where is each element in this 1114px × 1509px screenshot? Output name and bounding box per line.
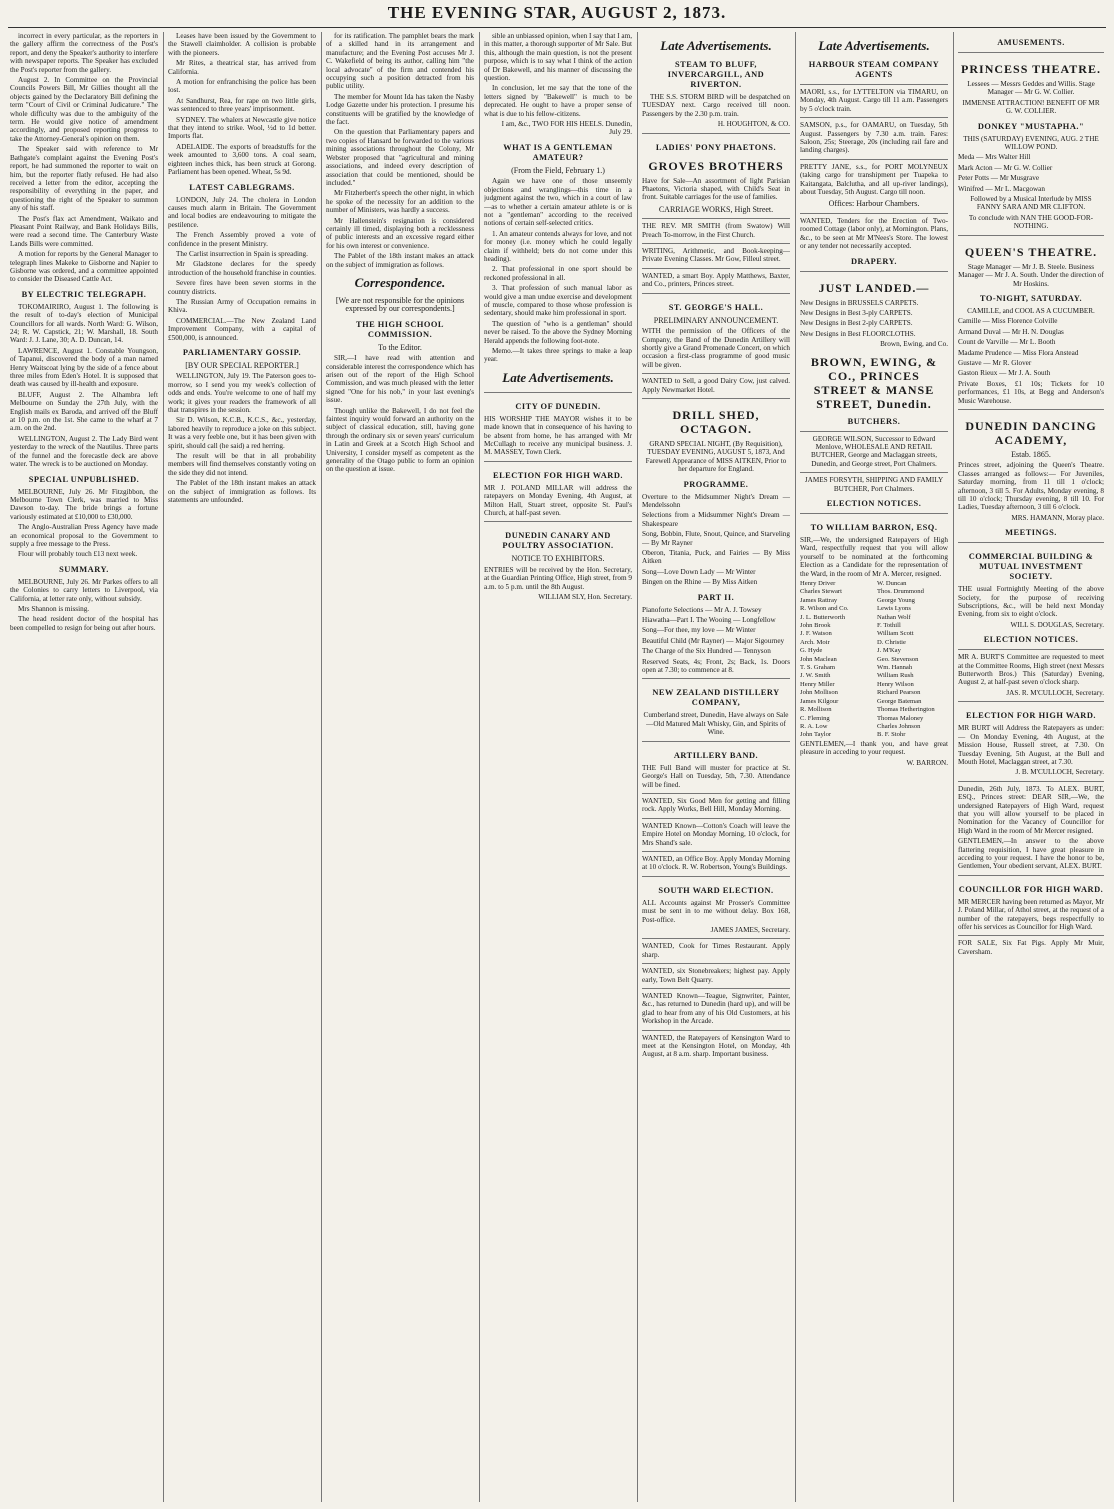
ad-subheading: PRELIMINARY ANNOUNCEMENT. [653, 315, 779, 325]
section-heading: AMUSEMENTS. [997, 38, 1065, 47]
ad-subheading: Estab. 1865. [1011, 449, 1051, 459]
signature: W. BARRON. [906, 758, 948, 767]
signatories-list [800, 580, 948, 740]
ad-text: GRAND SPECIAL NIGHT, (By Requisition), TUESDAY EVENING, AUGUST 5, 1873, And Farewell Appearance of MISS AITKEN, Prior to her departure for England. [645, 439, 787, 474]
ad-text: JAMES FORSYTH, SHIPPING AND FAMILY BUTCHER, Port Chalmers. [804, 476, 944, 493]
ad-heading: DONKEY "MUSTAPHA." [977, 121, 1085, 131]
section-heading: ELECTION NOTICES. [826, 498, 922, 508]
programme-item: Overture to the Midsummer Night's Dream — Mendelssohn [642, 492, 790, 509]
advertisement [642, 876, 790, 935]
signatory-name: R. Mollison [800, 706, 832, 714]
ad-text: WITH the permission of the Officers of the Company, the Band of the Dunedin Artillery will shortly give a Grand Promenade Concert, on which occasion a first-class programme of good music will be given. [642, 327, 790, 369]
paragraph: The head resident doctor of the hospital has been compelled to resign for being out after hours. [10, 615, 158, 632]
advertisement [800, 84, 948, 113]
paragraph: MELBOURNE, July 26. Mr Fitzgibbon, the Melbourne Town Clerk, was married to Miss Dawson to-day. The bride brings a fortune variously estimated at £10,000 to £30,000. [10, 487, 158, 521]
ad-text: MR MERCER having been returned as Mayor, Mr J. Poland Millar, of Athol street, at the request of a number of the ratepayers, begs respectfully to offer his services as Councillor for High Ward. [958, 897, 1104, 931]
paragraph: ADELAIDE. The exports of breadstuffs for the week amounted to 3,600 tons. A coal seam, eighteen inches thick, has been struck at Gorong. Parliament has been opened. Wheat, 5s 9d. [168, 142, 316, 177]
ad-text: HIS WORSHIP THE MAYOR wishes it to be made known that in consequence of his having to be absent from home, he has arranged with Mr McCullagh to receive any municipal business. J. M. MASSEY, Town Clerk. [484, 414, 632, 457]
advertisement [642, 243, 790, 264]
paragraph: Again we have one of those unseemly objections and wranglings—this time in a judgment against the two, which in a court of law—as to whether a certain amateur athlete is or is not a "gentleman" according to the received notions of certain self-selected critics. [484, 177, 632, 228]
cast-item: Gustave — Mr R. Glover [958, 358, 1032, 367]
paragraph: 2. That professional in one sport should be reckoned professional in all. [484, 265, 632, 282]
ad-heading: TO WILLIAM BARRON, ESQ. [810, 522, 938, 532]
signatory-name: Henry Driver [800, 580, 836, 587]
ad-text: To conclude with NAN THE GOOD-FOR-NOTHING. [968, 213, 1094, 231]
advertisement [642, 678, 790, 736]
ad-text: THE S.S. STORM BIRD will be despatched on TUESDAY next. Cargo received till noon. Passengers by the 2.30 p.m. train. [642, 93, 790, 118]
column-divider [163, 32, 164, 1502]
ad-text: MR J. POLAND MILLAR will address the ratepayers on Monday Evening, 4th August, at Milton Hall, Stuart street, opposite St. Paul's Church, at half-past seven. [484, 483, 632, 518]
signature: JAMES JAMES, Secretary. [710, 925, 790, 934]
paragraph: Mr Hallenstein's resignation is considered certainly ill timed, displaying both a recklessness of public interests and an excessive regard either for his own interest or convenience. [326, 216, 474, 250]
section-subheading: (From the Field, February 1.) [511, 165, 605, 175]
signatory-name: Richard Pearson [877, 689, 921, 697]
ad-text: WANTED, an Office Boy. Apply Monday Morning at 10 o'clock. R. W. Robertson, Young's Buildings. [642, 854, 790, 872]
column-1 [10, 32, 158, 1502]
paragraph: TOKOMAIRIRO, August 1. The following is the result of to-day's election of Municipal Councillors for all wards. North Ward: G. Wilson, 24; R. W. Capstick, 21; W. Marshall, 18. South Ward: J. J. Lane, 30; A. D. Duncan, 14. [10, 302, 158, 345]
signature: CARRIAGE WORKS, High Street. [658, 204, 774, 214]
paragraph: LONDON, July 24. The cholera in London causes much alarm in Britain. The Government and local bodies are endeavouring to mitigate the pestilence. [168, 195, 316, 229]
ad-text: Princes street, adjoining the Queen's Theatre. Classes arranged as follows:— For Juveniles, Saturday morning, from 11 till 1 o'clock; afternoon, 3 till 5. For Adults, Monday evening, 8 till 10 o'clock; Thursday evening, 8 till 10. For Ladies, Tuesday afternoon, 3 till 6 o'clock. [958, 461, 1104, 512]
section-heading: MEETINGS. [1005, 528, 1057, 538]
signatory-name: F. Tothill [877, 622, 901, 630]
cast-item: Mark Acton — Mr G. W. Collier [958, 163, 1053, 172]
ad-heading: TO-NIGHT, SATURDAY. [979, 293, 1083, 303]
signatory-name: R. A. Low [800, 722, 828, 730]
signatory-name: C. Fleming [800, 714, 830, 722]
signature: Brown, Ewing, and Co. [880, 340, 948, 349]
ad-text: Lessees — Messrs Geddes and Willis. Stage Manager — Mr G. W. Collier. [967, 80, 1095, 97]
ad-text: WANTED, Tenders for the Erection of Two-roomed Cottage (labor only), at Mornington. Plans, &c., to be seen at Mr M'Nees's Store. The lowest or any tender not necessarily accepted. [800, 216, 948, 251]
signatory-name: George Young [877, 596, 915, 604]
signatory-name: John Taylor [800, 731, 832, 739]
programme-item: Song—For thee, my love — Mr Winter [642, 626, 756, 635]
paragraph: The French Assembly proved a vote of confidence in the present Ministry. [168, 231, 316, 248]
section-heading: Late Advertisements. [502, 369, 614, 385]
ad-text: WANTED, Six Good Men for getting and filling rock. Apply Works, Bell Hill, Monday Morning. [642, 796, 790, 814]
ad-text: THE usual Fortnightly Meeting of the above Society, for the purpose of receiving Subscriptions, &c., will be held next Monday Evening, from six to eight o'clock. [958, 585, 1104, 619]
signatory-name: T. S. Graham [800, 664, 836, 672]
section-heading: SPECIAL UNPUBLISHED. [28, 474, 140, 484]
signatory-name: B. F. Stohr [877, 731, 906, 739]
ad-text: WANTED, six Stonebreakers; highest pay. Apply early, Town Belt Quarry. [642, 967, 790, 984]
paragraph: SIR,—I have read with attention and considerable interest the correspondence which has arisen out of the report of the High School Commission, and was much pleased with the letter signed "One for his nob," in your last evening's issue. [326, 354, 474, 405]
advertisement [642, 988, 790, 1026]
ad-title: GROVES BROTHERS [648, 158, 784, 173]
signatory-name: John Maclean [800, 655, 837, 663]
paragraph: LAWRENCE, August 1. Constable Youngson, of Tapanui, discovered the body of a man named Henry Waitscoat lying by the side of a fence about three miles from Eden's Hotel. It is supposed that death was caused by ill-health and exposure. [10, 346, 158, 389]
paragraph: incorrect in every particular, as the reporters in the gallery affirm the correctness of the Post's report, and deny the Speaker's authority to interfere with newspaper reports. The Speaker has excluded the Post's reporter from the gallery. [10, 32, 158, 74]
signatory-name: William Rush [877, 672, 914, 680]
paragraph: WELLINGTON, July 19. The Paterson goes to-morrow, so I send you my week's collection of odds and ends. You're welcome to one of half my work; it gives your readers the framework of all that transpires in the session. [168, 372, 316, 415]
ad-heading: ARTILLERY BAND. [673, 750, 759, 760]
section-subheading: [BY OUR SPECIAL REPORTER.] [185, 361, 299, 370]
advertisement [484, 461, 632, 518]
section-subheading: [We are not responsible for the opinions expressed by our correspondents.] [335, 295, 465, 314]
column-5 [642, 32, 790, 1502]
cast-item: Armand Duval — Mr H. N. Douglas [958, 327, 1064, 336]
advertisement [642, 851, 790, 872]
cast-item: Peter Potts — Mr Musgrave [958, 174, 1040, 183]
signatory-name: J. F. Watson [800, 630, 832, 638]
section-heading: THE HIGH SCHOOL COMMISSION. [355, 319, 444, 339]
ad-text: SIR,—We, the undersigned Ratepayers of High Ward, respectfully request that you will allow yourself to be nominated at the forthcoming Election as a Candidate for the representation of the Ward, in the room of Mr A. Mercer, resigned. [800, 535, 948, 578]
column-divider [795, 32, 796, 1502]
ad-text: ENTRIES will be received by the Hon. Secretary, at the Guardian Printing Office, High street, from 9 a.m. to 5 p.m. until the 8th August. [484, 565, 632, 591]
signature: MRS. HAMANN, Moray place. [1011, 513, 1104, 522]
cast-item: Count de Varville — Mr L. Booth [958, 338, 1056, 347]
signatory-name: Nathan Wolf [877, 613, 911, 621]
advertisement [800, 472, 948, 493]
signatory-name: James Kilgour [800, 697, 839, 705]
advertisement [958, 52, 1104, 231]
advertisement [958, 701, 1104, 776]
signature: I am, &c., TWO FOR HIS HEELS. Dunedin, July 29. [501, 120, 632, 137]
paragraph: Memo.—It takes three springs to make a leap year. [484, 347, 632, 364]
signatory-name: W. Duncan [877, 580, 907, 587]
ad-heading: PROGRAMME. [683, 479, 749, 489]
paragraph: COMMERCIAL.—The New Zealand Land Improvement Company, with a capital of £500,000, is announced. [168, 316, 316, 342]
ad-title: QUEEN'S THEATRE. [964, 244, 1098, 259]
ad-text: New Designs in Best 3-ply CARPETS. [800, 308, 913, 317]
paragraph: BLUFF, August 2. The Alhambra left Melbourne on Sunday the 27th July, with the English mails ex Baroda, and arrived off the Bluff at 10 p.m. on the 1st. She came to the wharf at 7 a.m. on the 2nd. [10, 390, 158, 433]
paragraph: On the question that Parliamentary papers and two copies of Hansard be forwarded to the various mining associations throughout the Colony, Mr Webster proposed that "agricultural and mining associations, and indeed every description of association that could be mentioned, should be included." [326, 128, 474, 187]
paragraph: Mr Rites, a theatrical star, has arrived from California. [168, 59, 316, 76]
advertisement [642, 938, 790, 959]
column-divider [321, 32, 322, 1502]
ad-text: Have for Sale—An assortment of light Parisian Phaetons, Victoria shaped, with Child's Seat in front. Suitable carriages for the use of families. [642, 176, 790, 202]
section-heading: DRAPERY. [851, 256, 897, 266]
signature: JAS. R. M'CULLOCH, Secretary. [1006, 688, 1104, 697]
paragraph: The Anglo-Australian Press Agency have made an economical proposal to the Government to supply a free message to the Press. [10, 523, 158, 548]
programme-item: The Charge of the Six Hundred — Tennyson [642, 647, 771, 656]
ad-text: ALL Accounts against Mr Prosser's Committee must be sent in to me without delay. Box 168, Post-office. [642, 898, 790, 924]
advertisement [800, 513, 948, 767]
ad-text: Cumberland street, Dunedin, Have always on Sale—Old Matured Malt Whisky, Gin, and Spirits of Wine. [643, 711, 789, 737]
paragraph: The question of "who is a gentleman" should never be raised. To the above the Sydney Morning Herald appends the following foot-note. [484, 319, 632, 345]
ad-text: WANTED, the Ratepayers of Kensington Ward to meet at the Kensington Hotel, on Monday, 4th August, at 8 a.m. sharp. Important business. [642, 1033, 790, 1059]
paragraph: The Speaker said with reference to Mr Bathgate's complaint against the Evening Post's report, he had summoned the reporter to wait on him, but the reporter flatly refused. He had also received a letter from the editor, accepting the responsibility of everything in the paper, and questioning the right of the Speaker to summon any of his staff. [10, 145, 158, 213]
section-heading: BUTCHERS. [847, 416, 901, 426]
advertisement [800, 159, 948, 197]
masthead: THE EVENING STAR, AUGUST 2, 1873. [387, 3, 727, 22]
signatory-name: James Rattray [800, 596, 838, 604]
ad-text: Stage Manager — Mr J. B. Steele. Business Manager — Mr J. A. South. Under the direction of Mr Hoskins. [958, 262, 1104, 288]
signatory-name: Geo. Stevenson [877, 655, 919, 663]
ad-text: New Designs in Best FLOORCLOTHS. [800, 329, 916, 338]
signatory-name: G. Hyde [800, 647, 823, 655]
section-heading: Late Advertisements. [660, 38, 772, 53]
advertisement [958, 409, 1104, 522]
ad-text: WANTED, a smart Boy. Apply Matthews, Baxter, and Co., printers, Princes street. [642, 271, 790, 289]
signature: J. B. M'CULLOCH, Secretary. [1015, 768, 1104, 777]
ad-subheading: NOTICE TO EXHIBITORS. [511, 554, 605, 564]
cast-item: Madame Prudence — Miss Flora Anstead [958, 348, 1079, 357]
paragraph: The Pablet of the 18th instant makes an attack on the subject of immigration as follows. [326, 252, 474, 269]
signatory-name: Arch. Moir [800, 638, 830, 646]
ad-text: SAMSON, p.s., for OAMARU, on Tuesday, 5th August. Passengers by 7.30 a.m. train. Fares: Saloon, 25s; Steerage, 20s (including rail fare and landing charges). [800, 121, 948, 155]
signatory-name: John Mollison [800, 689, 838, 697]
ad-heading: NEW ZEALAND DISTILLERY COMPANY, [652, 688, 780, 708]
paragraph: Mrs Shannon is missing. [18, 604, 90, 613]
ad-title: JUST LANDED.— [818, 280, 930, 295]
programme-item: Selections from a Midsummer Night's Dream — Shakespeare [642, 511, 790, 528]
paragraph: At Sandhurst, Rea, for rape on two little girls, was sentenced to three years' imprisonment. [168, 96, 316, 114]
signatory-name: D. Christie [877, 638, 906, 646]
paragraph: The Post's flax act Amendment, Waikato and Pleasant Point Railway, and Bank Holidays Bills, were read a second time. The Canterbury Waste Lands Bills were committed. [10, 214, 158, 248]
advertisement [642, 373, 790, 394]
cast-item: Gaston Rieux — Mr J. A. South [958, 369, 1051, 378]
ad-text: GENTLEMEN,—In answer to the above flattering requisition, I have great pleasure in acceding to your request. I have the honor to be, Gentlemen, Your obedient servant, ALEX. BURT. [958, 837, 1104, 871]
signatory-name: J. M'Kay [877, 647, 901, 655]
ad-text: New Designs in Best 2-ply CARPETS. [800, 319, 913, 328]
ad-text: MR BURT will Address the Ratepayers as under:— On Monday Evening, 4th August, at the Mission House, Russell street, at 7.30. On Tuesday Evening, 5th August, at the Bull and Mouth Hotel, Maclaggan street, at 7.30. [958, 724, 1104, 766]
ad-text: THIS (SATURDAY) EVENING, AUG. 2 THE WILLOW POND. [963, 134, 1099, 152]
ad-text: PRETTY JANE, s.s., for PORT MOLYNEUX (taking cargo for transhipment per Tuapeka to Kaitangata, Balclutha, and all up-river landings), about Tuesday, 5th August. Cargo till noon. [800, 162, 948, 197]
column-2 [168, 32, 316, 1502]
paragraph: Leases have been issued by the Government to the Stawell claimholder. A collision is probable with the pioneers. [168, 32, 316, 57]
ad-text: WANTED, Cook for Times Restaurant. Apply sharp. [642, 942, 790, 959]
ad-heading: HARBOUR STEAM COMPANY AGENTS [808, 60, 940, 79]
programme-item: Song, Bobbin, Flute, Snout, Quince, and Starveling — By Mr Rayner [642, 530, 790, 547]
paragraph: Sir D. Wilson, K.C.B., K.C.S., &c., yesterday, labored heavily to reproduce a joke on this subject. It was a very feeble one, but it has been given with spirit, should call (he said) a red herring. [168, 416, 316, 450]
column-divider [953, 32, 954, 1502]
ad-heading: CITY OF DUNEDIN. [515, 401, 601, 411]
advertisement [642, 398, 790, 675]
masthead-rule [8, 27, 1106, 28]
signatory-name: Thos. Drummond [877, 588, 924, 596]
ad-heading: ST. GEORGE'S HALL. [668, 302, 764, 312]
paragraph: Though unlike the Bakewell, I do not feel the faintest inquiry would forward an authority on the subject of classical education, still, having gone through the ordinary six or seven years' curriculum in Latin and Greek at a Scotch High School and University, I consider myself as competent as the generality of the Otago public to form an opinion on the question at issue. [326, 406, 474, 474]
ad-heading: SOUTH WARD ELECTION. [658, 885, 774, 895]
ad-heading: ELECTION FOR HIGH WARD. [965, 711, 1096, 721]
advertisement [484, 521, 632, 601]
advertisement [800, 431, 948, 469]
section-heading: Late Advertisements. [818, 38, 930, 53]
section-heading: Correspondence. [354, 274, 446, 290]
paragraph: August 2. In Committee on the Provincial Councils Powers Bill, Mr Gillies thought all the objects gained by the Declaratory Bill defining the term "Court of Civil or Criminal Judicature." The whole difficulty was due to the ambiguity of the term. He would give notice of amendment accordingly, and proposed reporting progress to take the Attorney-General's opinion on them. [10, 76, 158, 143]
paragraph: Flour will probably touch £13 next week. [18, 550, 138, 559]
signatory-name: J. L. Butterworth [800, 613, 846, 621]
signatory-name: John Brook [800, 622, 831, 630]
ad-title: DRILL SHED, OCTAGON. [672, 407, 760, 436]
paragraph: A motion for reports by the General Manager to telegraph lines Makeke to Gisborne and Napier to Gisborne was ordered, and a committee appointed to consider the Diseased Cattle Act. [10, 250, 158, 284]
signatory-name: Charles Johnson [877, 722, 921, 730]
signatory-name: J. W. Smith [800, 672, 831, 680]
programme-item: Oberon, Titania, Puck, and Fairies — By Miss Aitken [642, 549, 790, 566]
cast-item: Winifred — Mr L. Macgowan [958, 184, 1045, 193]
ad-text: Followed by a Musical Interlude by MISS FANNY SARA AND MR CLIFTON. [970, 195, 1092, 212]
column-divider [479, 32, 480, 1502]
paragraph: Mr Fitzherbert's speech the other night, in which he spoke of the necessity for an addition to the number of Ministers, was hardly a success. [326, 189, 474, 215]
paragraph: The member for Mount Ida has taken the Nasby Lodge Gazette under his protection. I presume his constituents will be gratified by the knowledge of the fact. [326, 92, 474, 127]
section-heading: LATEST CABLEGRAMS. [189, 182, 295, 192]
paragraph: The Russian Army of Occupation remains in Khiva. [168, 297, 316, 315]
ad-heading: ELECTION FOR HIGH WARD. [492, 470, 623, 480]
advertisement [642, 268, 790, 289]
advertisement [642, 293, 790, 369]
section-heading: WHAT IS A GENTLEMAN AMATEUR? [503, 142, 613, 162]
advertisement [958, 935, 1104, 956]
ad-text: THE Full Band will muster for practice at St. George's Hall on Tuesday, 5th, 7.30. Attendance will be fined. [642, 763, 790, 789]
ad-text: WANTED Known—Cotton's Coach will leave the Empire Hotel on Monday Morning, 10 o'clock, for Mrs Shand's sale. [642, 821, 790, 847]
signatory-name: Thomas Hetherington [877, 706, 935, 714]
advertisement [958, 649, 1104, 697]
column-divider [637, 32, 638, 1502]
ad-text: GEORGE WILSON, Successor to Edward Menlove, WHOLESALE AND RETAIL BUTCHER, George and Maclaggan streets, Dunedin, and George street, Port Chalmers. [810, 434, 938, 468]
advertisement [958, 542, 1104, 629]
advertisement [484, 392, 632, 457]
ad-text: WRITING, Arithmetic, and Book-keeping—Private Evening Classes. Mr Gow, Filleul street. [642, 247, 790, 264]
signatory-name: R. Wilson and Co. [800, 605, 849, 613]
paragraph: A motion for enfranchising the police has been lost. [168, 78, 316, 95]
ad-title: BROWN, EWING, & CO., PRINCES STREET & MANSE STREET, Dunedin. [810, 354, 938, 411]
signatory-name: Henry Wilson [877, 680, 914, 688]
advertisement [642, 133, 790, 215]
signatory-name: Lewis Lyons [877, 605, 911, 613]
programme-item: Pianoforte Selections — Mr A. J. Towsey [642, 605, 762, 614]
signatory-name: Henry Miller [800, 680, 835, 688]
signature: WILLIAM SLY, Hon. Secretary. [538, 593, 632, 602]
section-heading: PARLIAMENTARY GOSSIP. [182, 348, 302, 357]
section-subheading: To the Editor. [378, 342, 422, 352]
paragraph: MELBOURNE, July 26. Mr Parkes offers to all the Colonies to carry letters to Liverpool, via California, at letter rate only, without subsidy. [10, 577, 158, 603]
advertisement [800, 213, 948, 251]
ad-text: Private Boxes, £1 10s; Tickets for 10 performances, £1 10s, at Begg and Anderson's Music Warehouse. [958, 379, 1104, 405]
advertisement [642, 793, 790, 814]
programme-item: Hiawatha—Part I. The Wooing — Longfellow [642, 616, 776, 625]
ad-heading: LADIES' PONY PHAETONS. [655, 142, 777, 152]
ad-text: THE REV. MR SMITH (from Swatow) Will Preach To-morrow, in the First Church. [642, 222, 790, 239]
signatory-name: Wm. Hannah [877, 664, 913, 672]
column-7 [958, 32, 1104, 1502]
advertisement [958, 875, 1104, 932]
paragraph: sible an unbiassed opinion, when I say that I am, in this matter, a thorough supporter of Mr Sale. But this, although the main question, is not the present purpose, which is to say what I think of the action of Dr Bakewell, and his manner of discussing the question. [484, 32, 632, 83]
advertisement [958, 781, 1104, 871]
advertisement [800, 271, 948, 411]
advertisement [642, 818, 790, 847]
programme-item: Bingen on the Rhine — By Miss Aitken [642, 578, 758, 587]
advertisement [800, 117, 948, 155]
column-3 [326, 32, 474, 1502]
section-heading: ELECTION NOTICES. [983, 635, 1079, 645]
paragraph: 1. An amateur contends always for love, and not for money (i.e. money which he could legally claim if withheld; bets do not come under this heading). [484, 229, 632, 263]
paragraph: for its ratification. The pamphlet bears the mark of a skilled hand in its arrangement and manufacture; and the Evening Post accuses Mr J. C. Wakefield of being its author, calling him "the local advocate" of the firm and contended his occupying such a position detracted from his public utility. [326, 32, 474, 91]
ad-text: New Designs in BRUSSELS CARPETS. [800, 298, 919, 307]
ad-text: Reserved Seats, 4s; Front, 2s; Back, 1s. Doors open at 7.30; to commence at 8. [642, 657, 790, 675]
ad-text: MR A. BURT'S Committee are requested to meet at the Committee Rooms, High street (next Messrs Butterworth Bros.) This (Saturday) Evening, August 2, at half-past seven o'clock sharp. [958, 653, 1104, 687]
signature: WILL S. DOUGLAS, Secretary. [1010, 620, 1104, 629]
cast-item: Camille — Miss Florence Colville [958, 317, 1058, 326]
advertisement [642, 218, 790, 239]
ad-heading: PART II. [697, 592, 735, 602]
column-4 [484, 32, 632, 1502]
signatory-name: George Bateman [877, 697, 922, 705]
paragraph: The result will be that in all probability members will find themselves constantly voting on the side they did not intend. [168, 452, 316, 477]
section-heading: BY ELECTRIC TELEGRAPH. [21, 289, 147, 299]
signatory-name: Thomas Maloney [877, 714, 924, 722]
paragraph: 3. That profession of such manual labor as would give a man undue exercise and development of muscle, compared to those whose profession is sedentary, should make him professional in sport. [484, 284, 632, 318]
ad-text: CAMILLE, and COOL AS A CUCUMBER. [967, 306, 1095, 315]
signatory-name: William Scott [877, 630, 914, 638]
ad-text: GENTLEMEN,—I thank you, and have great pleasure in acceding to your request. [800, 739, 948, 757]
advertisement [642, 1030, 790, 1059]
ad-title: DUNEDIN DANCING ACADEMY, [965, 418, 1097, 447]
advertisement [642, 963, 790, 984]
paragraph: WELLINGTON, August 2. The Lady Bird went yesterday to the wreck of the Nautilus. Three parts of the funnel and the forecastle deck are above water. The wreck is to be auctioned on Monday. [10, 434, 158, 469]
advertisement [958, 235, 1104, 405]
ad-text: FOR SALE, Six Fat Pigs. Apply Mr Muir, Caversham. [958, 939, 1104, 956]
advertisement [642, 741, 790, 789]
ad-text: MAORI, s.s., for LYTTELTON via TIMARU, on Monday, 4th August. Cargo till 11 a.m. Passengers by 5 o'clock train. [800, 88, 948, 113]
paragraph: In conclusion, let me say that the tone of the letters signed by "Bakewell" is much to be deprecated. He ought to have a proper sense of what is due to his fellow-citizens. [484, 84, 632, 118]
column-6 [800, 32, 948, 1502]
signature: H. HOUGHTON, & CO. [717, 120, 790, 129]
ad-heading: COMMERCIAL BUILDING & MUTUAL INVESTMENT SOCIETY. [968, 552, 1094, 582]
signatory-name: Charles Stewart [800, 588, 842, 596]
section-heading: SUMMARY. [59, 564, 109, 574]
ad-heading: COUNCILLOR FOR HIGH WARD. [958, 884, 1104, 894]
ad-title: PRINCESS THEATRE. [961, 62, 1101, 76]
ad-heading: DUNEDIN CANARY AND POULTRY ASSOCIATION. [502, 531, 614, 551]
programme-item: Song—Love Down Lady — Mr Winter [642, 567, 756, 576]
paragraph: Severe fires have been seven storms in the country districts. [168, 279, 316, 296]
ad-text: WANTED Known—Teague, Signwriter, Painter, &c., has returned to Dunedin (hard up), and will be glad to hear from any of his Old Customers, at his Workshop in the Arcade. [642, 992, 790, 1026]
cast-item: Meda — Mrs Walter Hill [958, 153, 1031, 162]
ad-text: IMMENSE ATTRACTION! BENEFIT OF MR G. W. COLLIER. [962, 98, 1100, 116]
paragraph: SYDNEY. The whalers at Newcastle give notice that they intend to strike. Wool, ½d to 1d better. Imports flat. [168, 115, 316, 141]
paragraph: The Carlist insurrection in Spain is spreading. [176, 249, 308, 258]
paragraph: The Pablet of the 18th instant makes an attack on the subject of immigration as follows. Its statements are unfounded. [168, 479, 316, 505]
ad-footer: Offices: Harbour Chambers. [828, 199, 920, 209]
ad-heading: STEAM TO BLUFF, INVERCARGILL, AND RIVERTON. [667, 60, 765, 89]
ad-text: WANTED to Sell, a good Dairy Cow, just calved. Apply Newmarket Hotel. [642, 377, 790, 394]
programme-item: Beautiful Child (Mr Rayner) — Major Sigourney [642, 636, 785, 645]
paragraph: Mr Gladstone declares for the speedy introduction of the household franchise in counties. [168, 260, 316, 277]
ad-text: Dunedin, 26th July, 1873. To ALEX. BURT, ESQ., Princes street: DEAR SIR,—We, the undersigned Ratepayers of High Ward, request that you will allow yourself to be placed in Nomination for the Vacancy of Councillor for High Ward in the room of Mr Mercer resigned. [958, 784, 1104, 835]
